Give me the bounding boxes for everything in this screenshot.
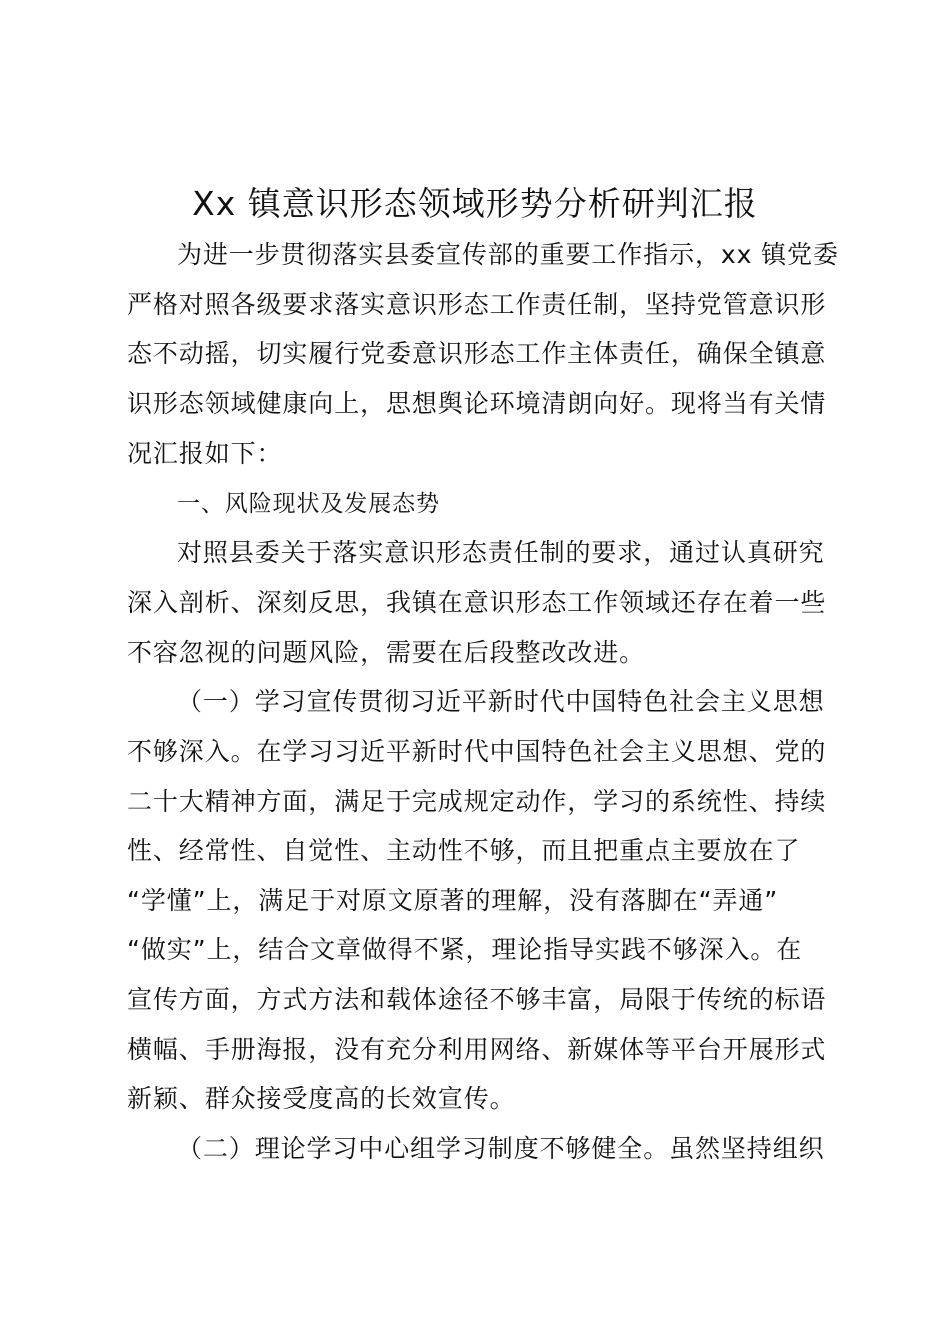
paragraph-3-line-2: 不够深入。在学习习近平新时代中国特色社会主义思想、党的 [127, 737, 827, 766]
document-title: Xx 镇意识形态领域形势分析研判汇报 [192, 184, 758, 223]
paragraph-3-line-6: “做实”上，结合文章做得不紧，理论指导实践不够深入。在 [127, 935, 803, 964]
paragraph-4-line-1: （二）理论学习中心组学习制度不够健全。虽然坚持组织 [177, 1134, 825, 1163]
paragraph-intro-line-2: 严格对照各级要求落实意识形态工作责任制，坚持党管意识形 [127, 290, 827, 319]
paragraph-intro-line-1: 为进一步贯彻落实县委宣传部的重要工作指示，xx 镇党委 [177, 240, 839, 269]
paragraph-intro-line-4: 识形态领域健康向上，思想舆论环境清朗向好。现将当有关情 [127, 389, 827, 418]
paragraph-intro-line-5: 况汇报如下： [127, 439, 283, 468]
paragraph-3-line-4: 性、经常性、自觉性、主动性不够，而且把重点主要放在了 [127, 836, 801, 865]
paragraph-3-line-9: 新颖、群众接受度高的长效宣传。 [127, 1084, 516, 1113]
paragraph-3-line-1: （一）学习宣传贯彻习近平新时代中国特色社会主义思想 [177, 687, 825, 716]
paragraph-3-line-8: 横幅、手册海报，没有充分利用网络、新媒体等平台开展形式 [127, 1035, 827, 1064]
section-heading-1: 一、风险现状及发展态势 [177, 491, 440, 517]
paragraph-3-line-7: 宣传方面，方式方法和载体途径不够丰富，局限于传统的标语 [127, 985, 827, 1014]
paragraph-3-line-3: 二十大精神方面，满足于完成规定动作，学习的系统性、持续 [127, 787, 827, 816]
paragraph-3-line-5: “学懂”上，满足于对原文原著的理解，没有落脚在“弄通” [127, 886, 779, 915]
paragraph-2-line-2: 深入剖析、深刻反思，我镇在意识形态工作领域还存在着一些 [127, 588, 827, 617]
paragraph-intro-line-3: 态不动摇，切实履行党委意识形态工作主体责任，确保全镇意 [127, 339, 827, 368]
paragraph-2-line-1: 对照县委关于落实意识形态责任制的要求，通过认真研究 [177, 538, 825, 567]
paragraph-2-line-3: 不容忽视的问题风险，需要在后段整改改进。 [127, 638, 646, 667]
